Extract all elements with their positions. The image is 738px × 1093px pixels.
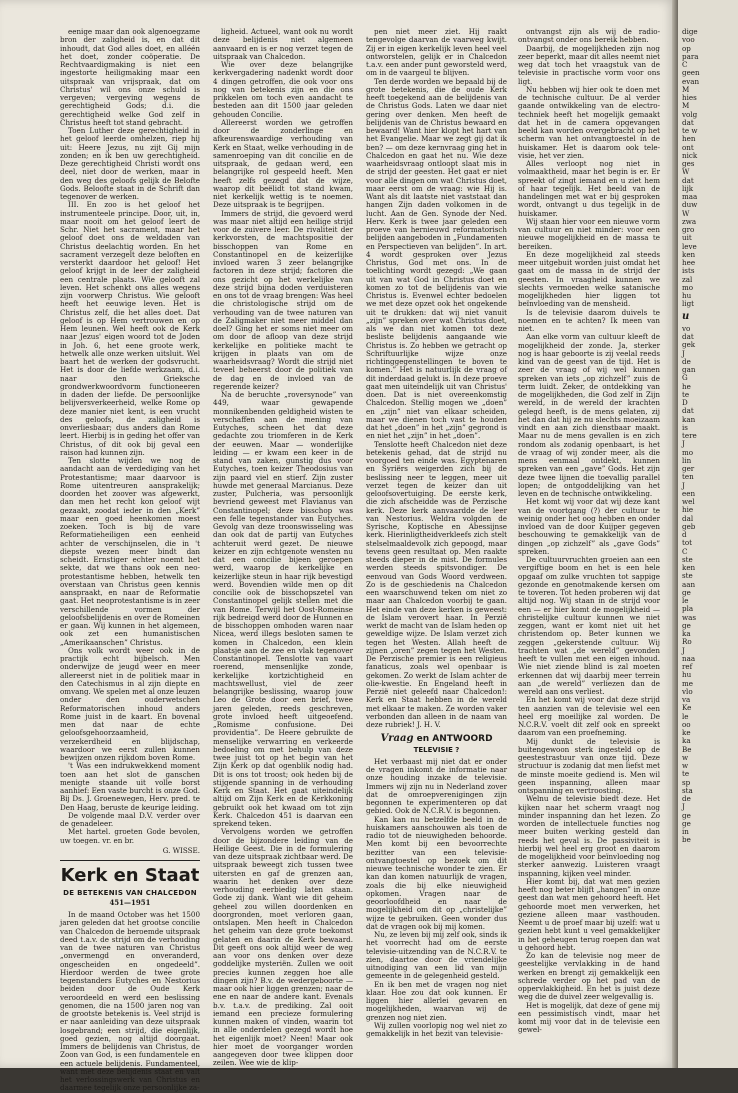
side-line: de [682,794,691,803]
side-line: ste [682,554,693,564]
side-line: te [682,769,690,779]
side-heading: u [682,310,690,322]
side-line: ten [682,472,694,482]
side-line: naa [682,653,696,663]
side-line: gan [682,365,696,374]
paragraph: Het verbaast mij niet dat er onder de vragen inkomt de informatie naar onze houding inzake de televisie. Immers wij zijn nu in Nederland zover dat de omroepverenigingen zijn begonnen te experimenteren op dat gebied. Ook de N.C.R.V. is begonnen. [366,756,507,816]
side-line: pla [682,604,694,614]
side-line: para [682,51,699,61]
side-line: geb [682,521,696,531]
paragraph: En het komt wij voor dat deze strijd ten aanzien van de televisie wel een heel erg moeilijke zal worden. De N.C.R.V. voelt dit zelf ook en spreekt daarom van een proefneming. [518,695,660,738]
side-line: ists [682,266,695,276]
side-line: aan [682,579,696,589]
qa-heading-italic: Vraag [380,733,414,745]
qa-subheading: TELEVISIE ? [413,745,460,754]
side-line: ste [682,571,693,581]
paragraph: Met hartel. groeten Gode bevolen, uw toegen. vr. en br. [60,827,200,845]
side-line: leve [682,241,697,251]
side-line: be [682,835,691,845]
article-dateline: 451—1951 [109,898,151,907]
paragraph: Immers de strijd, die gevoerd werd was maar niet altijd een heilige strijd voor de zuivere leer. De rivaliteit der kerkvorsten, de machtspositie der bisschoppen van Rome en Constantinopel en de keizerlijke invloed waren 3 zeer belangrijke factoren in deze strijd; factoren die ons gezicht op het werkelijke van deze strijd bijna doden verduisteren en ons tot de vraag brengen: Was heel die christologische strijd om de verhouding van de twee naturen van de Zaligmaker niet meer middel dan doel? Ging het er soms niet meer om om door de afloop van deze strijd kerkelijke en politieke macht te krijgen in plaats van om de waarheidsvraag? Wordt die strijd niet teveel beheerst door de politiek van de dag en de invloed van de regerende keizer? [213,208,353,391]
side-line: dat [682,332,694,341]
paragraph: pen niet meer ziet. Hij raakt tengevolge daarvan de vaarweg kwijt. Zij er in eigen kerkelijk leven heel veel ontworstelen, gelijk er in Chalcedon t.a.v. een ander punt geworsteld werd, om in de vaargeul te blijven. [366,27,507,78]
side-line: ger [682,464,695,473]
side-line: is [682,422,688,432]
side-line: in [682,827,689,836]
section-heading: Kerk en Staat [60,865,200,886]
side-line: D [682,398,688,407]
side-line: hu [682,291,692,300]
side-line: J [682,439,685,449]
side-line: ligt [682,299,695,309]
side-line: me [682,678,693,688]
side-line: ont [682,142,694,152]
side-line: gro [682,225,695,234]
section-divider [60,860,200,861]
side-line: M [682,101,690,111]
paragraph: ontvangst zijn als wij de radio-ontvangst onder ons bereik hebben. [518,27,660,45]
side-line: va [682,695,691,704]
side-line: le [682,711,689,721]
side-line: op [682,43,691,53]
paragraph: Nu, ze leven bij mij zelf ook, sinds ik het voorrecht had om de eerste televisie-uitzending van de N.C.R.V. te zien, daartoe door de vriendelijke uitnodiging van een lid van mijn gemeente in de gelegenheid gesteld. [366,930,507,981]
paragraph: Ons volk wordt weer ook in de practijk echt bijbelsch. Men onderwijze de jeugd weer en meer allereerst niet in de politiek maar in den Catechismus in al zijn diepte en omvang. We spelen met al onze leuzen onder den ouderwetschen Reformatorischen inhoud anders Rome juist in de kaart. En bovenal men dat naar de echte geloofsgehoorzaamheid, verzekerdheid en blijdschap, waardoor we eerst zullen kunnen bewijzen onzen rijkdom boven Rome. [60,645,200,762]
side-line: w [682,752,689,762]
side-line: Ke [682,703,692,713]
column-3 [366,28,507,1038]
paragraph: Mij dunkt de televisie is buitengewoon sterk ingesteld op de geestestrastuur van onze tijd. Deze structuur is zodanig dat men liefst met de minste moeite gediend is. Men wil geen inspanning, alleen maar ontspanning en vertroosting. [518,736,660,795]
side-line: lijk [682,183,694,193]
side-line: ka [682,736,691,746]
side-line: J [682,802,685,812]
side-line: mo [682,447,694,457]
side-line: tere [682,431,697,440]
paragraph: Kan kan nu betzelfde beeld in de huiskamers aanschouwen als toen de radio tot de nieuwigheden behoorde. Men komt bij een bevoorrechte bezitter van een televisie-ontvangtoestel op bezoek om dit nieuwe technische wonder te zien. Er kan dan komen natuurlijk de vragen, zoals die bij elke nieuwigheid opkomen. Vragen naar de geoorloofdheid en naar de mogelijkheid om dit op „christelijke” wijze te gebruiken. Geen wonder dus dat de vragen ook bij mij komen. [366,814,507,931]
paragraph: eenige maar dan ook algenoegzame bron der zaligheid is, en dat dit inhoudt, dat God alles doet, en alléén het doet, zonder coöperatie. De Rechtvaardigmaking is niet een ingestorte heiligmaking maar een uitspraak van vrijspraak, dat om Christus' wil ons onze schuld is vergeven; vergeving wegens de gerechtigheid Gods; d.i. die gerechtigheid welke God zelf in Christus heeft tot stand gebracht. [60,27,200,127]
side-line: ges [682,159,695,168]
side-line: vo [682,323,691,333]
side-line: sta [682,785,693,795]
paragraph: Wie over deze belangrijke kerkvergadering nadenkt wordt door 4 dingen getroffen, die ook voor ons nog van betekenis zijn en die ons prikkelen om toch even aandacht te besteden aan dit 1500 jaar geleden gehouden Concilie. [213,60,353,119]
side-line: hee [682,258,696,267]
side-line: dal [682,513,694,523]
article-subheading: DE BETEKENIS VAN CHALCEDON [63,889,197,897]
side-line: J [682,480,685,490]
side-line: dat [682,117,694,127]
paragraph: Welnu de televisie biedt deze. Het kijken naar het scherm vraagt nog minder inspanning dan het lezen. Zo worden de intellectuele functies nog meer buiten werking gesteld dan reeds het geval is. De passiviteit is hierbij wel heel erg groot en daarom de mogelijkheid voor beïnvloeding nog sterker aanwezig. Luisteren vraagt inspanning, kijken veel minder. [518,794,660,878]
side-line: J [682,348,685,358]
side-line: geen [682,68,700,78]
side-line: J [682,645,685,655]
paragraph: Toen Luther deze gerechtigheid in het geloof leerde omhelzen, riep hij uit: Heere Jezus, nu zijt Gij mijn zonden; en ik ben uw gerechtigheid. Deze gerechtigheid Christi wordt ons deel, niet door de werken, maar in den weg des geloofs gelijk de Belofte Gods. Beloofte staat in de Schrift dan tegenover de werken. [60,126,200,201]
paragraph: Na de beruchte „roversynode” van 449, waar gewapende monnikenbenden geldigheid wisten te verschaffen aan de mening van Eutyches, scheen het dat deze gedachte zou triomferen in de Kerk der eeuwen. Maar — wonderlijke leiding — er kwam een keer in de stand van zaken, gunstig dus voor Eutyches, toen keizer Theodosius van zijn paard viel en stierf. Zijn zuster huwde met generaal Marcianus. Deze zuster, Pulcheria, was persoonlijk bevriend geweest met Flavianus van Constantinopel; deze bisschop was een felle tegenstander van Eutyches. Gevolg van deze troonswisseling was dan ook dat de partij van Eutyches achteruit werd gezet. De nieuwe keizer en zijn echtgenote wensten nu dat een concilie bijeen geroepen werd, waarop de kerkelijke en keizerlijke steun in haar rijk bevestigd werd. Bovendien wilde men op dit concilie ook de bisschopszetel van Constantinopel gelijk stellen met die van Rome. Terwijl het Oost-Romeinse rijk bedreigd werd door de Hunnen en de bisschoppen omhoden waren naar Nicea, werd illegs besloten samen te komen in Chalcedon, een klein plaatsje aan de zee en vlak tegenover Constantinopel. Tenslotte van vaart roerend, mensenlijke zonde, kerkelijke kortzichtigheid en machtswellust, viel de zeer belangrijke beslissing, waarop jouw Leo de Grote door een brief, twee jaren geleden, reeds geschreven, grote invloed heeft uitgeoefend. „Romisme confusione. Dei providentia”. De Heere gebruikte de menselijke verwarring en verkeerde bedoeling om met behulp van deze twee juist tot op het begin van het Zijn Kerk op dat ogenblik nodig had. Dit is ons tot troost; ook heden bij de stijgende spanning in de verhouding Kerk en Staat. Het gaat uiteindelijk altijd om Zijn Kerk en de Kerkkoning gebruikt ook het kwaad om tot zijn Kerk. Chalcedon 451 is daarvan een sprekend teken. [213,390,353,828]
side-line: ge [682,587,691,597]
side-line: dat [682,175,694,185]
side-line: dige [682,27,698,36]
side-line: C [682,546,688,556]
side-line: le [682,596,689,605]
side-line: M [682,84,690,94]
side-line: ge [682,818,691,828]
side-line: nick [682,150,698,160]
paragraph: En deze mogelijkheid zal steeds meer uitgebuit worden juist omdat het gaat om de massa in de strijd der geesten. In vraagheid kunnen we slechts vermoeden welke satanische mogelijkheden hier liggen tot beïnvloeding van de mensheid. [518,249,660,309]
side-line: kan [682,414,696,424]
side-line: sp [682,777,691,787]
paragraph: Aan elke vorm van cultuur kleeft de mogelijkheid der zonde. Ja, sterker nog is haar geboorte is zij veelal reeds kind van de geest van de tijd. Het is zeer de vraag of wij wel kunnen spreken van iets „op zichzelf” zuis de term luidt. Zeker, de ontdekking van de mogelijkheden, die God zelf in Zijn wereld, in de wereld der krachten gelegd heeft, is de mens gelaten, zij het dan dat hij ze nu slechts moeizaam vindt en aan zich dienstbaar maakt. Maar nu de mens gevallen is en zich rondom als zodanig openbaart, is het de vraag of wij zonder meer, als die mens eenmaal ontdekt, kunnen spreken van een „gave” Gods. Het zijn deze twee lijnen die toevallig parallel lopen; de ontgoddelijking van het leven en de technische ontwikkeling. [518,332,660,498]
side-line: vlo [682,686,693,696]
side-line: ge [682,620,691,630]
side-lines-top [682,28,738,309]
side-line: hie [682,505,694,515]
paragraph: Alles verloopt nog niet in volmaaktheid, maar het begin is er. Er spreekt of zingt iemand en u ziet hem of haar tegelijk. Het beeld van de handelingen met wat er bij gesproken wordt, ontvangt u dus tegelijk in de huiskamer. [518,159,660,218]
side-line: hen [682,134,696,144]
side-line: tot [682,538,693,548]
side-line: te [682,389,690,399]
side-lines-bottom [682,325,738,845]
paragraph: Het komt wij voor dat wij deze kant van de voortgang (?) der cultuur te weinig onder het oog hebben en onder invloed van de door Kuijper gegeven beschouwing te gemakkelijk van de dingen „op zichzelf” als „gave Gods” spreken. [518,497,660,556]
paragraph: Het is mogelijk, dat deze of gene mij een pessimistisch vindt, maar het komt mij voor dat in de televisie een gewel- [518,1000,660,1035]
side-line: G [682,373,688,383]
paragraph: Ten derde worden we bepaald bij de grote betekenis, die de oude Kerk heeft toegekend aan de belijdenis van de Christus Gods. Laten we daar niet gering over denken. Men heeft de belijdenis van de Christus bewaard en bewaard! Want hier klopt het hart van het Evangelie. Maar we zegt gij dat ik ben? — om deze kernvraag ging het in Chalcedon en gaat het nu. Wie deze waarheidsvraag ontloopt slaat mis in de strijd der geesten. Het gaat er niet voor alle dingen om wat Christus doet, maar eerst om de vraag: wie Hij is. Want als dit laatste niet vaststaat dan hangen Zijn daden volkomen in de lucht. Aan de Gen. Synode der Ned. Herv. Kerk is twee jaar geleden een proeve van hernieuwd reformatorisch belijden aangeboden in „Fundamenten en Perspectieven van belijden”. In art. 4 wordt gesproken over Jezus Christus, God met ons. In de toelichting wordt gezegd: „We gaan uit van wat God in Christus doet en komen zo tot de belijdenis van wie Christus is. Evenwel echter bedoelen we met deze opzet ook het ongekende uit te drukken: dat wij niet vanuit „zijn” spreken over wat Christus doet, als we dan niet komen tot deze besliste belijdenis aangaande wie Christus is. Zo hebben we getracht op Schriftuurlijke wijze onze richtinggegenstellingen te boven te komen.” Het is natuurlijk de vraag of dit inderdaad gelukt is. In deze proeve gaat men uiteindelijk uit van Christus' doen. Dat is niet overeenkomstig Chalcedon. Stellig mogen we „doen” en „zijn” niet van elkaar scheiden, maar we dienen toch vast te houden dat het „doen” in het „zijn” gegrond is en niet het „zijn” in het „doen”. [366,76,507,441]
paragraph: Zo kan de televisie nog meer de geestelijke vervlakking in de hand werken en brengt zij gemakkelijk een schrede verder op het pad van de oppervlakkigheid. En het is juist deze weg die de duivel zeer welgevallig is. [518,951,660,1002]
side-line: ke [682,728,691,737]
side-line: w [682,761,689,770]
side-line: een [682,488,696,498]
side-line: he [682,381,691,391]
side-line: zal [682,274,693,284]
side-line: dat [682,406,694,416]
side-line: ken [682,563,696,572]
qa-heading-rest: en ANTWOORD [416,734,493,745]
side-line: Be [682,744,692,754]
side-line: C [682,60,688,69]
paragraph: Daarbij, de mogelijkheden zijn nog zeer beperkt, maar dit alles neemt niet weg dat toch het vraagstuk van de televisie in practische vorm voor ons ligt. [518,43,660,86]
paragraph: In de maand October was het 1500 jaren geleden dat het grootse concilie van Chalcedon de beroemde uitspraak deed t.a.v. de strijd om de verhouding van de twee naturen van Christus „onvermengd en onveranderd, ongescheiden en ongedeeld”. Hierdoor werden de twee grote tegenstanders Eutyches en Nestorius beiden door de Oude Kerk veroordeeld en werd een beslissing genomen, die na 1500 jaren nog van de grootste betekenis is. Veel strijd is er naar aanleiding van deze uitspraak losgebrand; een strijd, die eigenlijk, goed gezien, nog altijd doorgaat. Immers de belijdenis van Christus, de Zoon van God, is een fundamentele en een actuele belijdenis. Fundamenteel, want met deze belijdenis staat en valt het verlossingswerk van Christus en daarmee tegelijk onze persoonlijke za- [60,910,200,1093]
side-line: ge [682,810,691,820]
paragraph: Is de televisie daarom duivels te noemen en te achten? Ik meen van niet. [518,307,660,333]
paragraph: En ik ben met de vragen nog niet klaar. Hoe zou dat ook kunnen. Er liggen hier allerlei gevaren en mogelijkheden, waarvan wij de grenzen nog niet zien. [366,979,507,1022]
paragraph: 't Was een indrukwekkend moment toen aan het slot de ganschen menigte staande uit volle borst aanhief: Een vaste burcht is onze God. Bij Ds. J. Groenewegen, Herv. pred. te Den Haag, beruste de keurige leiding. [60,761,200,812]
paragraph: ligheid. Actueel, want ook nu wordt deze belijdenis niet algemeen aanvaard en is er nog verzet tegen de uitspraak van Chalcedon. [213,27,353,61]
column-1 [60,27,200,1093]
paragraph: De volgende maal D.V. verder over de genadeleer. [60,810,200,828]
side-line: d [682,530,687,539]
author-signature: G. WISSE. [162,845,200,855]
side-line: lin [682,455,692,465]
paragraph: De cultuurvruchten groeien aan een vergiftige boom en het is een hele opgaaf om zulke vruchten tot sappige gezonde en genotmakende kersen om te toveren. Tot heden proberen wij dat altijd nog. Wij staan in de strijd voor een — er hier komt de mogelijkheid — christelijke cultuur kunnen we niet zeggen, want er komt niet uit het christendom op. Beter kunnen we zeggen „gekerstende cultuur. Wij trachten wat „de wereld” gevonden heeft te vullen met een eigen inhoud. Wie niet ziende blind is zal moeten erkennen dat wij daarbij meer terrein aan „de wereld” verliezen dan de wereld aan ons verliest. [518,555,660,696]
paragraph: Wij staan hier voor een nieuwe vorm van cultuur en niet minder: voor een nieuwe mogelijkheid en de massa te bereiken. [518,216,660,251]
side-line: mo [682,282,694,292]
paragraph: Nu hebben wij hier ook te doen met de technische cultuur. De al verder gaande ontwikkeling van de electro-techniek heeft het mogelijk gemaakt dat het in de camera opgevangen beeld kan worden overgebracht op het scherm van het ontvangtoestel in de huiskamer. Het is daarom ook tele-visie, het ver zien. [518,84,660,160]
paragraph: Wij zullen voorlopig nog wel niet zo gemakkelijk in het bezit van televisie- [366,1020,507,1038]
side-line: Ro [682,637,692,647]
side-line: hies [682,93,697,102]
side-line: maa [682,192,698,201]
adjacent-page-column [682,28,738,1038]
paragraph: Ten slotte wijden we nog de aandacht aan de verdediging van het Protestantisme; maar daarvoor is Rome uitentreuren aansprakelijk; doorden het zoover was afgewerkt, dan men het recht kon geloof wijt gezaakt, zoodat ieder in den „Kerk” maar een goed heenkomen moest zoeken. Toch is bij de vare Reformatieheiligen een eenheid achter de verschijnselen, die in 't diepste wezen meer bindt dan scheidt. Ernstiger echter noemt het sekte, dat we thans ook een neo-protestantisme hebben, hetwelk ten overstaan van Christus geen kennis aanspraakt, en naar de Reformatie gaat. Het neoprotestantisme is in zeer verschillende vormen der geloofsbelijdenis en over de Romeinen er gaan. Wij kunnen in het algemeen, ook zet een humanistischen „Amerikaanschen” Christus. [60,456,200,647]
qa-heading [366,735,507,743]
paragraph: Vervolgens worden we getroffen door de bijzondere leiding van de Heilige Geest. Die in de formulering van deze uitspraak zichtbaar werd. De uitspraak beweegt zich tussen twee uitersten en gaf de grenzen aan, waarin het denken over deze verhouding eerbiedig laten staan. Gode zij dank. Want wie dit geheim geheel zou willen doordenken en doorgronden, moet verloren gaan, ontslapen. Men heeft in Chalcedon het geheim van deze grote toekomst gelaten en daarin de Kerk bewaard. Dit geeft ons ook altijd weer de weg aan voor ons denken over deze goddelijke mysteriën. Zullen we ooit precies kunnen zeggen hoe alle dingen zijn? B.v. de wedergeboorte — maar ook hier liggen grenzen; naar de ene en naar de andere kant. Evenals b.v. t.a.v. de prediking. Zal ooit iemand een precieze formulering kunnen maken of vinden, waarin tot in alle onderdelen gezegd wordt hoe het eigenlijk moet? Neen! Maar ook hier moet de voorganger worden aangegeven door twee klippen door zeilen. Wee wie de klip- [213,827,353,1068]
side-line: ref [682,662,693,671]
column-2 [213,27,353,1068]
side-line: ken [682,249,696,259]
side-line: hu [682,670,692,680]
side-line: volg [682,109,698,119]
paragraph: III. En zoo is het geloof het instrumenteele principe. Door, uit, in, maar nooit om het geloof leert de Schr. Niet het sacrament, maar het geloof doet ons de weldaden van Christus deelachtig worden. En het sacrament verzegelt deze beloften en versterkt daardoor het geloof! Het geloof krijgt in de leer der zaligheid een centrale plaats. Wie gelooft zal leven. Het schenkt ons alles wegens zijn voorwerp Christus. Wie gelooft heeft het eeuwige leven. Het is Christus zelf, die het alles doet. Dat geloof is op Hem vertrouwen en op Hem leunen. Wel heeft ook de Kerk naar Jezus' eigen woord tot de Joden in Joh. 6, het eene groote werk, hetwelk alle onze werken uitsluit. Wel baart het de werken der godsvrucht. Het is door de liefde werkzaam, d.i. naar den Grieksche grondwerkwoordvorm functioneeren in daden der liefde. De persoonlijke belijversverkeerheid, welke Rome op deze manier niet kent, is een vrucht des geloofs, de zaligheid is onverliesbaar; dus anders dan Rome leert. Hierbij is in geding het offer van Christus, of dit ook bij geval een raison had kunnen zijn. [60,200,200,457]
side-line: uit [682,233,692,243]
side-line: te w [682,126,698,135]
side-line: was [682,612,697,622]
side-line: W [682,167,690,177]
side-line: de [682,356,691,366]
paragraph: Allereerst worden we getroffen door de zonderlinge en afkeurenswaardige verhouding van Kerk en Staat, welke verhouding in de samenroeping van dit concilie en de uitspraak, de gedaan werd, een belangrijke rol gespeeld heeft. Men heeft zelfs gezegd dat de wijze, waarop dit beëlidt tot stand kwam, niet kerkelijk wettig is te noemen. Deze uitspraak is te begrijpen. [213,117,353,210]
side-line: zwa [682,216,697,226]
side-line: duw [682,200,698,210]
side-line: voo [682,35,695,45]
paragraph: Hier komt bij, dat wat men gezien heeft nog beter blijft „hangen” in onze geest dan wat men gehoord heeft. Het gehoorde moet men verwerken, het geziene alleen maar vasthouden. Neemt u de proef maar bij uzelf: wat u gezien hebt kunt u veel gemakkelijker in het geheugen terug roepen dan wat u gehoord hebt. [518,876,660,952]
side-line: wel [682,497,695,506]
side-line: oo [682,719,691,729]
side-line: ka [682,629,691,638]
column-4 [518,28,660,1038]
side-line: gek [682,340,696,350]
side-line: W [682,208,690,218]
side-line: evan [682,76,700,86]
paragraph: Tenslotte heeft Chalcedon niet deze betekenis gehad, dat de strijd nu voorgoed ten einde was. Egyptenaren en Syriërs weigerden zich bij de beslissing neer te leggen, meer uit verzet tegen de keizer dan uit geloofsovertuiging. De eerste kerk, die zich afscheidde was de Perzische kerk. Deze kerk aanvaardde de leer van Nestorius. Weldra volgden de Syrische, Koptische en Abessijnse kerk. Hierinligtheidverkleefs zich stelt stelselmaaldevolk zich gepoogd, maar tevens geen resultaat op. Men raakte steeds dieper in de mist. De formules werden steeds spitsvondiger. De eenvoud van Gods Woord verdween. Zo is de geschiedenis na Chalcedon een waarschuwend teken om niet zo maar aan Chalcedon voorbij te gaan. Het einde van deze kerken is geweest: de Islam verovert haar. In Perzië werkt de macht van de Islam heden op geweldige wijze. De Islam verzet zich tegen het Westen. Allah heeft de zijnen „oren” zegen tegen het Westen. De Perzische premier is een religieus fanaticus, zoals wel openbaar is gekomen. Zo werkt de Islam achter de olie-kwestie. En Engeland heeft in Perzië niet geleefd naar Chalcedon!: Kerk en Staat hebben in de wereld met elkaar te maken. Ze worden vaker verbonden dan alleen in de naam van deze rubriek! J. H. V. [366,439,507,729]
